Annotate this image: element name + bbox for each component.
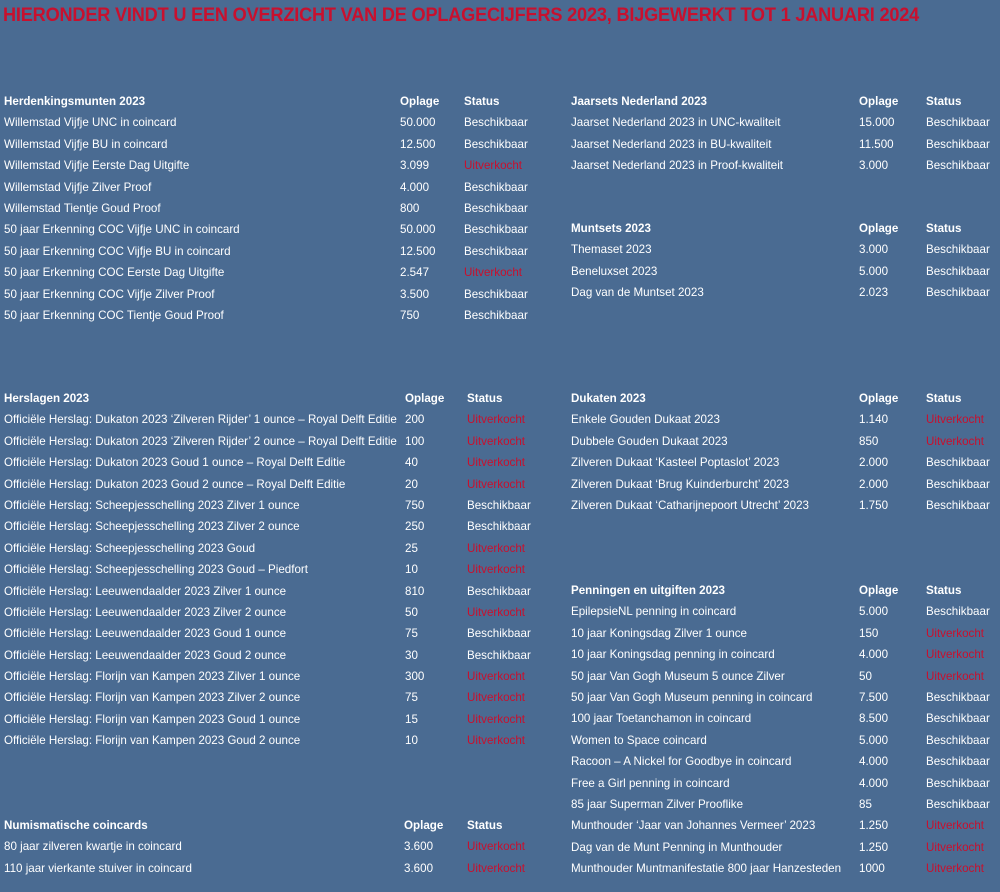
column-header-oplage: Oplage (859, 392, 899, 405)
item-name: Officiële Herslag: Leeuwendaalder 2023 Zilver 1 ounce (4, 584, 287, 598)
item-name: 85 jaar Superman Zilver Prooflike (571, 797, 744, 811)
item-oplage: 50.000 (400, 223, 436, 237)
column-header-oplage: Oplage (404, 819, 444, 832)
status-badge: Beschikbaar (926, 755, 990, 769)
item-oplage: 5.000 (859, 605, 889, 619)
status-badge: Uitverkocht (467, 691, 525, 705)
section-muntsets (571, 218, 996, 304)
item-name: Beneluxset 2023 (571, 264, 658, 278)
column-header-oplage: Oplage (400, 95, 440, 108)
table-row (4, 495, 554, 516)
item-name: 50 jaar Erkenning COC Tientje Goud Proof (4, 308, 224, 322)
item-name: Zilveren Dukaat ‘Brug Kuinderburcht’ 2023 (571, 477, 790, 491)
item-name: Officiële Herslag: Dukaton 2023 ‘Zilveren Rijder’ 1 ounce – Royal Delft Editie (4, 413, 397, 427)
column-header-status: Status (926, 584, 962, 597)
status-badge: Beschikbaar (464, 244, 528, 258)
status-badge: Uitverkocht (926, 648, 984, 662)
status-badge: Beschikbaar (926, 243, 990, 257)
item-oplage: 7.500 (859, 690, 889, 704)
column-header-oplage: Oplage (405, 392, 445, 405)
table-row (571, 112, 996, 133)
item-name: Officiële Herslag: Dukaton 2023 ‘Zilveren Rijder’ 2 ounce – Royal Delft Editie (4, 434, 397, 448)
column-header-status: Status (926, 222, 962, 235)
item-name: Officiële Herslag: Scheepjesschelling 2023 Goud – Piedfort (4, 563, 308, 577)
table-row (4, 452, 554, 473)
item-oplage: 11.500 (859, 137, 894, 151)
item-name: 50 jaar Erkenning COC Eerste Dag Uitgifte (4, 266, 225, 280)
item-oplage: 4.000 (859, 755, 889, 769)
table-row (4, 262, 544, 283)
item-oplage: 3.600 (404, 840, 434, 854)
item-name: 50 jaar Van Gogh Museum penning in coincard (571, 690, 813, 704)
table-row (4, 559, 554, 580)
item-oplage: 10 (405, 563, 418, 577)
item-name: 80 jaar zilveren kwartje in coincard (4, 840, 182, 854)
status-badge: Beschikbaar (464, 287, 528, 301)
status-badge: Uitverkocht (467, 712, 525, 726)
status-badge: Uitverkocht (926, 434, 984, 448)
status-badge: Beschikbaar (464, 180, 528, 194)
status-badge: Beschikbaar (926, 690, 990, 704)
item-name: Willemstad Vijfje UNC in coincard (4, 116, 177, 130)
column-header-oplage: Oplage (859, 222, 899, 235)
table-row (571, 751, 996, 772)
table-row (4, 581, 554, 602)
table-row (571, 261, 996, 282)
status-badge: Beschikbaar (926, 776, 990, 790)
column-header-status: Status (926, 392, 962, 405)
section-heading: Jaarsets Nederland 2023 (571, 95, 707, 108)
item-name: 110 jaar vierkante stuiver in coincard (4, 861, 192, 875)
status-badge: Uitverkocht (467, 563, 525, 577)
item-name: Jaarset Nederland 2023 in UNC-kwaliteit (571, 116, 781, 130)
item-oplage: 12.500 (400, 137, 436, 151)
status-badge: Beschikbaar (926, 498, 990, 512)
status-badge: Uitverkocht (464, 159, 522, 173)
section-coincards (4, 815, 554, 879)
section-heading: Penningen en uitgiften 2023 (571, 584, 725, 597)
status-badge: Uitverkocht (926, 413, 984, 427)
table-row (4, 623, 554, 644)
status-badge: Beschikbaar (467, 648, 531, 662)
item-name: Racoon – A Nickel for Goodbye in coincard (571, 755, 792, 769)
item-name: Themaset 2023 (571, 243, 652, 257)
section-heading: Herdenkingsmunten 2023 (4, 95, 146, 108)
item-name: Officiële Herslag: Scheepjesschelling 2023 Zilver 2 ounce (4, 520, 300, 534)
status-badge: Beschikbaar (926, 456, 990, 470)
table-row (571, 601, 996, 622)
table-row (4, 431, 554, 452)
item-name: Willemstad Tientje Goud Proof (4, 201, 161, 215)
table-row (4, 538, 554, 559)
item-name: Dag van de Muntset 2023 (571, 286, 704, 300)
status-badge: Beschikbaar (464, 137, 528, 151)
item-oplage: 4.000 (859, 776, 889, 790)
item-name: Jaarset Nederland 2023 in Proof-kwaliteit (571, 159, 784, 173)
section-heading: Dukaten 2023 (571, 392, 646, 405)
column-header-oplage: Oplage (859, 584, 899, 597)
table-row (571, 815, 996, 836)
table-row (4, 709, 554, 730)
item-oplage: 150 (859, 626, 879, 640)
item-name: Dubbele Gouden Dukaat 2023 (571, 434, 728, 448)
section-header (571, 91, 996, 112)
item-name: 50 jaar Erkenning COC Vijfje UNC in coincard (4, 223, 240, 237)
table-row (4, 858, 554, 879)
status-badge: Uitverkocht (467, 840, 525, 854)
table-row (4, 409, 554, 430)
status-badge: Uitverkocht (467, 861, 525, 875)
item-oplage: 75 (405, 691, 418, 705)
item-oplage: 75 (405, 627, 418, 641)
item-oplage: 200 (405, 413, 425, 427)
table-row (4, 474, 554, 495)
table-row (571, 837, 996, 858)
table-row (4, 687, 554, 708)
status-badge: Beschikbaar (467, 584, 531, 598)
status-badge: Beschikbaar (926, 286, 990, 300)
table-row (4, 155, 544, 176)
item-oplage: 15.000 (859, 116, 895, 130)
item-name: 100 jaar Toetanchamon in coincard (571, 712, 752, 726)
item-name: Zilveren Dukaat ‘Kasteel Poptaslot’ 2023 (571, 456, 780, 470)
item-oplage: 850 (859, 434, 879, 448)
status-badge: Uitverkocht (467, 413, 525, 427)
item-name: Dag van de Munt Penning in Munthouder (571, 840, 783, 854)
item-name: Willemstad Vijfje Eerste Dag Uitgifte (4, 159, 190, 173)
item-oplage: 800 (400, 201, 420, 215)
item-oplage: 4.000 (400, 180, 430, 194)
table-row (4, 516, 554, 537)
item-oplage: 2.023 (859, 286, 889, 300)
section-header (571, 388, 996, 409)
table-row (4, 602, 554, 623)
item-oplage: 3.600 (404, 861, 434, 875)
status-badge: Beschikbaar (926, 159, 990, 173)
section-heading: Numismatische coincards (4, 819, 148, 832)
table-row (4, 645, 554, 666)
table-row (571, 282, 996, 303)
item-name: Jaarset Nederland 2023 in BU-kwaliteit (571, 137, 772, 151)
status-badge: Beschikbaar (467, 627, 531, 641)
table-row (571, 730, 996, 751)
status-badge: Uitverkocht (926, 819, 984, 833)
item-oplage: 50 (859, 669, 872, 683)
status-badge: Uitverkocht (926, 626, 984, 640)
table-row (4, 305, 544, 326)
item-name: Willemstad Vijfje Zilver Proof (4, 180, 152, 194)
item-name: Munthouder Muntmanifestatie 800 jaar Hanzesteden (571, 862, 842, 876)
item-oplage: 3.000 (859, 243, 889, 257)
table-row (571, 495, 996, 516)
table-row (571, 708, 996, 729)
item-oplage: 5.000 (859, 264, 889, 278)
table-row (4, 836, 554, 857)
status-badge: Uitverkocht (926, 669, 984, 683)
status-badge: Beschikbaar (926, 477, 990, 491)
table-row (571, 474, 996, 495)
page-title: HIERONDER VINDT U EEN OVERZICHT VAN DE OPLAGECIJFERS 2023, BIJGEWERKT TOT 1 JANUARI 2024 (3, 4, 920, 26)
item-name: Women to Space coincard (571, 733, 707, 747)
column-header-status: Status (464, 95, 500, 108)
item-oplage: 1000 (859, 862, 885, 876)
item-name: EpilepsieNL penning in coincard (571, 605, 737, 619)
item-oplage: 3.500 (400, 287, 430, 301)
section-dukaten (571, 388, 996, 516)
item-oplage: 750 (400, 308, 420, 322)
item-oplage: 1.250 (859, 819, 889, 833)
table-row (4, 666, 554, 687)
section-header (4, 91, 544, 112)
table-row (4, 198, 544, 219)
item-oplage: 10 (405, 734, 418, 748)
table-row (571, 773, 996, 794)
section-jaarsets (571, 91, 996, 177)
item-oplage: 810 (405, 584, 425, 598)
item-name: 50 jaar Erkenning COC Vijfje BU in coincard (4, 244, 231, 258)
item-name: Officiële Herslag: Scheepjesschelling 2023 Goud (4, 541, 256, 555)
table-row (571, 452, 996, 473)
section-header (571, 218, 996, 239)
status-badge: Uitverkocht (467, 605, 525, 619)
status-badge: Uitverkocht (467, 541, 525, 555)
item-oplage: 2.547 (400, 266, 430, 280)
item-name: 50 jaar Van Gogh Museum 5 ounce Zilver (571, 669, 785, 683)
table-row (571, 134, 996, 155)
item-name: Officiële Herslag: Leeuwendaalder 2023 Goud 2 ounce (4, 648, 287, 662)
section-herdenkingsmunten (4, 91, 544, 326)
status-badge: Beschikbaar (464, 308, 528, 322)
item-name: Willemstad Vijfje BU in coincard (4, 137, 168, 151)
status-badge: Beschikbaar (926, 797, 990, 811)
table-row (4, 134, 544, 155)
item-name: Officiële Herslag: Florijn van Kampen 2023 Goud 2 ounce (4, 734, 301, 748)
item-oplage: 25 (405, 541, 418, 555)
status-badge: Uitverkocht (467, 734, 525, 748)
table-row (571, 623, 996, 644)
status-badge: Beschikbaar (926, 605, 990, 619)
item-oplage: 15 (405, 712, 418, 726)
table-row (4, 112, 544, 133)
section-penningen (571, 580, 996, 879)
section-header (571, 580, 996, 601)
item-oplage: 300 (405, 670, 425, 684)
table-row (571, 858, 996, 879)
status-badge: Beschikbaar (926, 137, 990, 151)
item-name: Officiële Herslag: Leeuwendaalder 2023 Goud 1 ounce (4, 627, 287, 641)
item-name: 10 jaar Koningsdag penning in coincard (571, 648, 775, 662)
table-row (571, 644, 996, 665)
item-name: Zilveren Dukaat ‘Catharijnepoort Utrecht’ 2023 (571, 498, 810, 512)
item-name: Free a Girl penning in coincard (571, 776, 730, 790)
item-oplage: 3.000 (859, 159, 889, 173)
table-row (4, 730, 554, 751)
status-badge: Uitverkocht (467, 456, 525, 470)
status-badge: Uitverkocht (467, 434, 525, 448)
table-row (571, 666, 996, 687)
table-row (571, 687, 996, 708)
status-badge: Beschikbaar (467, 498, 531, 512)
item-oplage: 1.140 (859, 413, 889, 427)
item-name: Officiële Herslag: Florijn van Kampen 2023 Zilver 2 ounce (4, 691, 301, 705)
column-header-status: Status (467, 819, 503, 832)
item-oplage: 750 (405, 498, 425, 512)
table-row (571, 431, 996, 452)
table-row (4, 219, 544, 240)
item-oplage: 250 (405, 520, 425, 534)
status-badge: Beschikbaar (464, 223, 528, 237)
column-header-status: Status (926, 95, 962, 108)
table-row (4, 177, 544, 198)
item-name: Officiële Herslag: Leeuwendaalder 2023 Zilver 2 ounce (4, 605, 287, 619)
section-heading: Muntsets 2023 (571, 222, 651, 235)
item-oplage: 2.000 (859, 456, 889, 470)
table-row (571, 239, 996, 260)
item-oplage: 1.750 (859, 498, 889, 512)
item-name: Officiële Herslag: Florijn van Kampen 2023 Zilver 1 ounce (4, 670, 301, 684)
table-row (4, 241, 544, 262)
section-header (4, 388, 554, 409)
item-oplage: 8.500 (859, 712, 889, 726)
item-name: Munthouder ‘Jaar van Johannes Vermeer’ 2023 (571, 819, 816, 833)
item-oplage: 50 (405, 605, 418, 619)
item-oplage: 3.099 (400, 159, 430, 173)
item-oplage: 1.250 (859, 840, 889, 854)
item-oplage: 50.000 (400, 116, 436, 130)
table-row (571, 155, 996, 176)
table-row (4, 284, 544, 305)
table-row (571, 409, 996, 430)
status-badge: Uitverkocht (464, 266, 522, 280)
item-name: Officiële Herslag: Florijn van Kampen 2023 Goud 1 ounce (4, 712, 301, 726)
item-name: 50 jaar Erkenning COC Vijfje Zilver Proof (4, 287, 215, 301)
section-heading: Herslagen 2023 (4, 392, 90, 405)
item-name: Enkele Gouden Dukaat 2023 (571, 413, 720, 427)
status-badge: Uitverkocht (467, 670, 525, 684)
status-badge: Beschikbaar (467, 520, 531, 534)
status-badge: Uitverkocht (926, 840, 984, 854)
item-oplage: 12.500 (400, 244, 436, 258)
status-badge: Uitverkocht (926, 862, 984, 876)
item-oplage: 40 (405, 456, 418, 470)
item-oplage: 20 (405, 477, 418, 491)
section-header (4, 815, 554, 836)
item-oplage: 85 (859, 797, 872, 811)
item-oplage: 100 (405, 434, 425, 448)
item-oplage: 5.000 (859, 733, 889, 747)
item-oplage: 4.000 (859, 648, 889, 662)
column-header-status: Status (467, 392, 503, 405)
item-oplage: 30 (405, 648, 418, 662)
status-badge: Beschikbaar (926, 733, 990, 747)
status-badge: Beschikbaar (464, 201, 528, 215)
column-header-oplage: Oplage (859, 95, 899, 108)
status-badge: Beschikbaar (926, 712, 990, 726)
item-name: Officiële Herslag: Dukaton 2023 Goud 2 ounce – Royal Delft Editie (4, 477, 346, 491)
status-badge: Uitverkocht (467, 477, 525, 491)
item-name: Officiële Herslag: Scheepjesschelling 2023 Zilver 1 ounce (4, 498, 300, 512)
status-badge: Beschikbaar (926, 116, 990, 130)
item-oplage: 2.000 (859, 477, 889, 491)
table-row (571, 794, 996, 815)
status-badge: Beschikbaar (926, 264, 990, 278)
item-name: Officiële Herslag: Dukaton 2023 Goud 1 ounce – Royal Delft Editie (4, 456, 346, 470)
status-badge: Beschikbaar (464, 116, 528, 130)
item-name: 10 jaar Koningsdag Zilver 1 ounce (571, 626, 747, 640)
section-herslagen (4, 388, 554, 752)
